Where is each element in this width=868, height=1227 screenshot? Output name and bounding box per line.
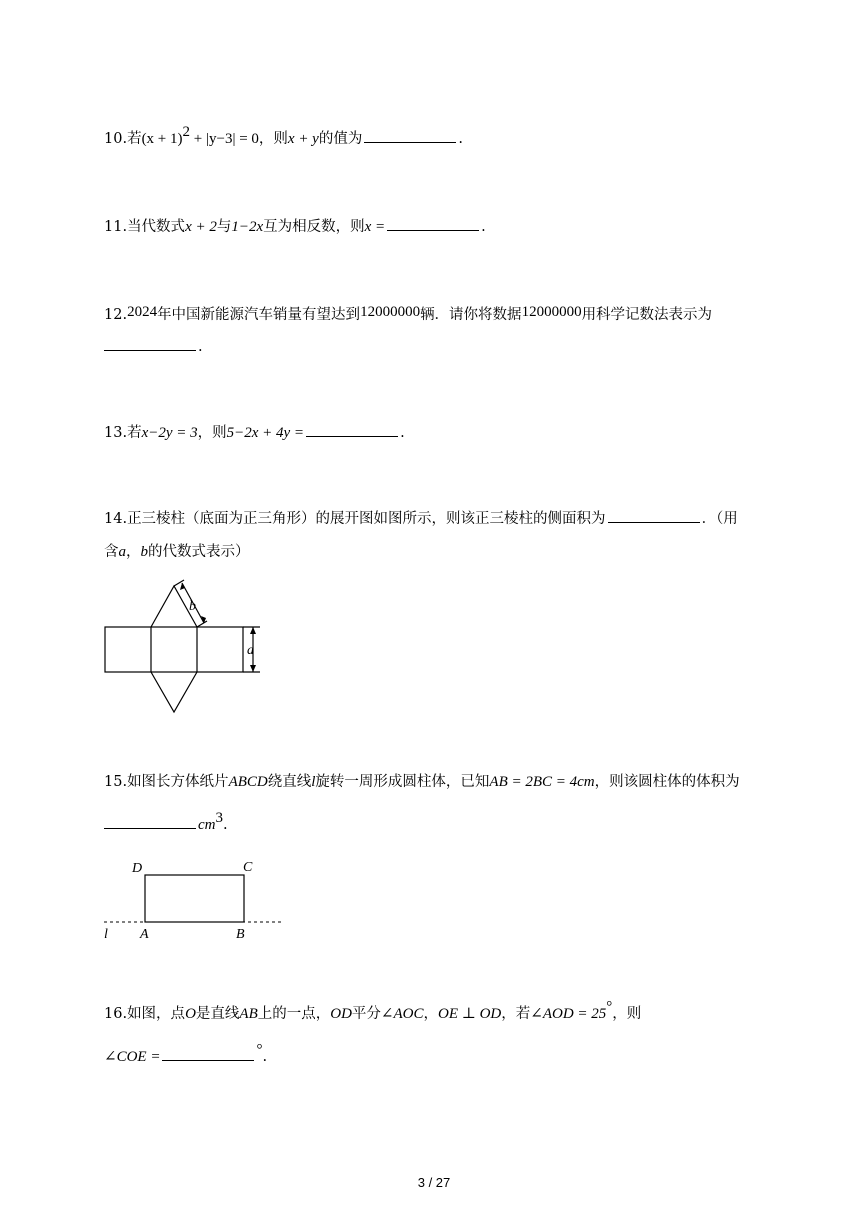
math-expression: x + y <box>287 131 319 147</box>
rectangle-abcd <box>145 875 244 922</box>
text: 上的一点， <box>257 1006 331 1022</box>
arrow-head <box>250 665 256 672</box>
problem-number: 12. <box>104 307 128 323</box>
text: . <box>400 425 405 441</box>
math-expression: l <box>311 774 316 790</box>
problem-15 <box>104 772 740 792</box>
arrow-head <box>250 627 256 634</box>
label-a: a <box>247 643 254 658</box>
math-expression: O <box>185 1006 196 1022</box>
answer-blank[interactable] <box>608 508 700 523</box>
prism-net-figure <box>100 578 275 718</box>
dim-tick <box>197 621 207 627</box>
problem-16 <box>104 999 642 1024</box>
text: . <box>262 1049 268 1065</box>
problem-12 <box>104 302 712 325</box>
math-expression: AB <box>239 1006 258 1022</box>
variable: b <box>140 544 148 560</box>
text: ，则 <box>612 1006 642 1022</box>
text: 绕直线 <box>267 774 312 790</box>
label-l: l <box>104 927 108 942</box>
problem-15-line2 <box>104 810 228 835</box>
rectangle-figure <box>100 855 290 945</box>
math-expression: ABCD <box>228 774 268 790</box>
answer-blank[interactable] <box>104 814 196 829</box>
text: ，则 <box>258 131 288 147</box>
math-expression: 1−2x <box>231 219 264 235</box>
problem-12-line2 <box>104 336 203 357</box>
math-expression: OE ⊥ OD <box>437 1006 502 1022</box>
math-expression: ∠AOC <box>380 1006 424 1022</box>
exponent: 2 <box>182 124 191 140</box>
net-rectangle <box>105 627 243 672</box>
variable: a <box>118 544 126 560</box>
text: 如图长方体纸片 <box>127 774 229 790</box>
problem-number: 16. <box>104 1006 128 1022</box>
text: . <box>481 219 486 235</box>
math-expression: AB = 2BC = 4cm <box>489 774 595 790</box>
text: ， <box>423 1006 438 1022</box>
problem-14-line2 <box>104 542 250 562</box>
text: 当代数式 <box>127 219 186 235</box>
answer-blank[interactable] <box>364 128 456 143</box>
math-expression: ∠AOD = 25 <box>530 1006 607 1022</box>
text: 与 <box>216 219 232 235</box>
problem-10 <box>104 124 463 149</box>
text: . <box>223 817 228 833</box>
text: ，则该圆柱体的体积为 <box>594 774 740 790</box>
text: ，若 <box>501 1006 531 1022</box>
text: ，则 <box>197 425 227 441</box>
text: 互为相反数，则 <box>263 219 365 235</box>
degree-sign: ° <box>256 1042 263 1058</box>
answer-blank[interactable] <box>162 1046 254 1061</box>
number: 12000000 <box>360 304 421 320</box>
text: 旋转一周形成圆柱体，已知 <box>315 774 490 790</box>
answer-blank[interactable] <box>104 336 196 351</box>
problem-11 <box>104 216 486 237</box>
text: . <box>198 339 203 355</box>
problem-number: 15. <box>104 774 128 790</box>
math-expression: x−2y = 3 <box>141 425 198 441</box>
math-expression: x + 2 <box>185 219 217 235</box>
text: 若 <box>127 131 142 147</box>
text: 辆．请你将数据 <box>420 307 522 323</box>
problem-13 <box>104 422 405 443</box>
text: . <box>458 131 463 147</box>
degree-sign: ° <box>606 999 613 1015</box>
answer-blank[interactable] <box>387 216 479 231</box>
exponent: 3 <box>215 810 223 826</box>
text: ， <box>126 544 141 560</box>
text: ．（用 <box>701 511 738 527</box>
problem-number: 14. <box>104 511 128 527</box>
math-expression: ∠COE = <box>104 1049 161 1065</box>
text: 含 <box>104 544 119 560</box>
math-expression: (x + 1) <box>141 131 183 147</box>
label-b: b <box>189 599 196 614</box>
problem-number: 11. <box>104 219 128 235</box>
math-expression: x = <box>364 219 386 235</box>
text: 的代数式表示） <box>148 544 250 560</box>
problem-14 <box>104 508 738 529</box>
page-number: 3 / 27 <box>417 1175 451 1190</box>
label-c: C <box>243 860 253 875</box>
math-expression: 5−2x + 4y = <box>226 425 305 441</box>
number: 12000000 <box>521 304 582 320</box>
text: 的值为 <box>318 131 363 147</box>
net-bottom-triangle <box>151 672 197 712</box>
text: 年中国新能源汽车销量有望达到 <box>157 307 361 323</box>
label-a: A <box>140 927 149 942</box>
math-expression: OD <box>330 1006 352 1022</box>
problem-16-line2 <box>104 1042 268 1067</box>
answer-blank[interactable] <box>306 422 398 437</box>
text: 是直线 <box>195 1006 240 1022</box>
text: 若 <box>127 425 142 441</box>
text: 如图，点 <box>127 1006 186 1022</box>
number: 2024 <box>127 304 158 320</box>
math-expression: + |y−3| = 0 <box>190 131 259 147</box>
problem-number: 10. <box>104 131 128 147</box>
text: 用科学记数法表示为 <box>581 307 713 323</box>
problem-number: 13. <box>104 425 128 441</box>
text: 平分 <box>351 1006 381 1022</box>
unit: cm <box>198 817 216 833</box>
label-d: D <box>132 861 143 876</box>
text: 正三棱柱（底面为正三角形）的展开图如图所示，则该正三棱柱的侧面积为 <box>127 511 606 527</box>
label-b: B <box>236 927 245 942</box>
